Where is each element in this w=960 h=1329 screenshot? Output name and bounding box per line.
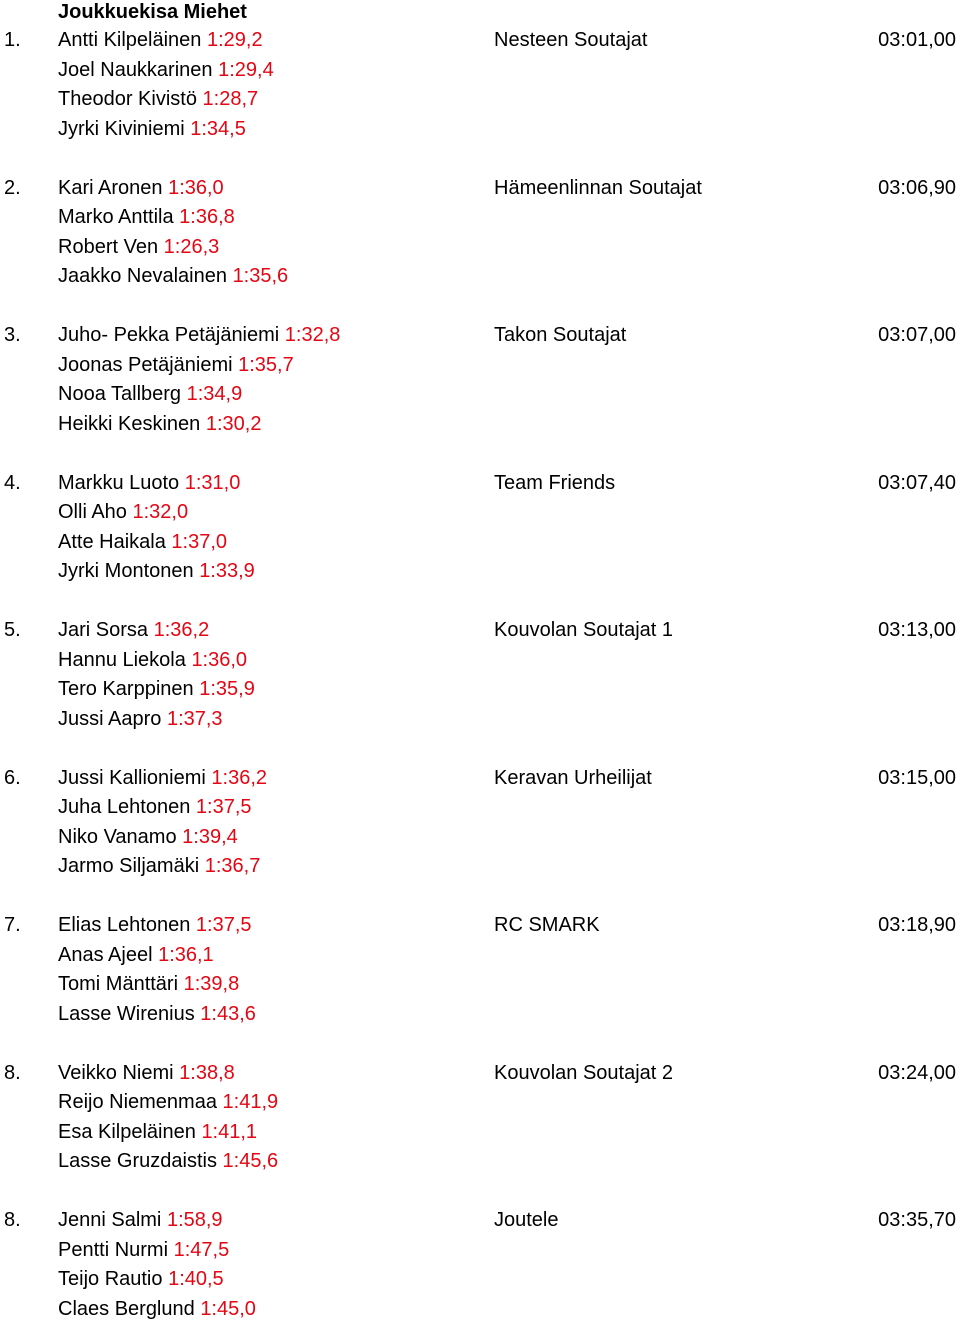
member-name: Jussi Aapro [58,707,162,730]
member-time: 1:31,0 [184,471,241,494]
team-entry [0,1059,960,1179]
member-name: Claes Berglund [58,1297,195,1320]
team-total-time: 03:35,70 [878,1209,956,1231]
team-total-time: 03:07,00 [878,324,956,346]
member-name: Lasse Wirenius [58,1002,195,1025]
team-total-time: 03:15,00 [878,766,956,789]
team-total-time: 03:01,00 [878,29,956,51]
member-row [58,262,288,292]
member-row [58,26,274,56]
member-time: 1:30,2 [205,412,262,435]
member-row [58,321,340,351]
team-club: Joutele [494,1209,559,1231]
team-club: Keravan Urheilijat [494,766,652,789]
member-row [58,970,256,1000]
team-place: 6. [4,766,21,789]
team-total-time: 03:06,90 [878,176,956,199]
member-name: Jaakko Nevalainen [58,265,227,287]
team-entry [0,1206,960,1326]
member-name: Markku Luoto [58,471,180,494]
member-time: 1:45,6 [222,1150,279,1172]
team-place: 2. [4,176,21,199]
team-club: Kouvolan Soutajat 2 [494,1061,674,1084]
team-club: RC SMARK [494,914,600,936]
member-time: 1:36,1 [158,943,214,966]
member-name: Elias Lehtonen [58,914,191,936]
team-place: 8. [4,1209,21,1231]
member-row [58,1118,278,1148]
member-name: Antti Kilpeläinen [58,29,202,51]
member-name: Atte Haikala [58,530,166,553]
member-time: 1:45,0 [200,1297,256,1320]
member-name: Jarmo Siljamäki [58,855,200,877]
member-row [58,1000,256,1030]
member-row [58,56,274,86]
member-time: 1:29,2 [207,29,263,51]
member-name: Juha Lehtonen [58,796,191,818]
member-time: 1:28,7 [202,88,259,110]
team-members [58,1059,278,1177]
team-total-time: 03:13,00 [878,619,956,641]
member-row [58,941,256,971]
member-name: Niko Vanamo [58,825,177,848]
member-name: Theodor Kivistö [58,88,197,110]
member-time: 1:36,2 [211,766,268,789]
team-club: Hämeenlinnan Soutajat [494,176,702,199]
member-name: Pentti Nurmi [58,1238,169,1261]
team-club: Kouvolan Soutajat 1 [494,619,674,641]
member-row [58,1236,256,1266]
member-row [58,115,274,145]
team-total-time: 03:07,40 [878,471,956,494]
team-place: 4. [4,471,21,494]
member-time: 1:36,0 [168,176,224,199]
member-time: 1:29,4 [218,58,274,81]
member-name: Heikki Keskinen [58,412,201,435]
member-row [58,764,267,794]
member-name: Marko Anttila [58,206,174,228]
member-row [58,469,255,499]
team-total-time: 03:18,90 [878,914,956,936]
team-entry [0,911,960,1031]
member-time: 1:40,5 [168,1268,224,1290]
team-members [58,26,274,144]
team-members [58,469,255,587]
member-row [58,528,255,558]
member-row [58,616,255,646]
member-row [58,793,267,823]
team-club: Takon Soutajat [494,324,627,346]
member-time: 1:58,9 [166,1209,223,1231]
member-time: 1:32,0 [132,501,189,523]
member-row [58,646,255,676]
team-place: 3. [4,324,21,346]
member-time: 1:36,2 [153,619,210,641]
member-name: Jari Sorsa [58,619,149,641]
member-row [58,823,267,853]
team-place: 7. [4,914,21,936]
member-time: 1:35,6 [232,265,289,287]
member-row [58,852,267,882]
member-time: 1:33,9 [199,560,255,582]
member-row [58,233,288,263]
member-name: Jyrki Montonen [58,560,194,582]
member-row [58,1206,256,1236]
member-name: Jyrki Kiviniemi [58,117,185,140]
member-row [58,174,288,204]
member-time: 1:36,8 [179,206,235,228]
member-row [58,1265,256,1295]
member-row [58,498,255,528]
member-row [58,1059,278,1089]
member-row [58,557,255,587]
member-name: Olli Aho [58,501,127,523]
member-row [58,1147,278,1177]
member-name: Joonas Petäjäniemi [58,353,233,376]
member-name: Anas Ajeel [58,943,153,966]
member-time: 1:39,4 [182,825,238,848]
team-entry [0,321,960,441]
member-name: Reijo Niemenmaa [58,1091,217,1113]
member-row [58,1088,278,1118]
team-total-time: 03:24,00 [878,1061,956,1084]
team-members [58,911,256,1029]
team-entry [0,174,960,294]
member-time: 1:47,5 [173,1238,230,1261]
member-name: Nooa Tallberg [58,383,182,405]
team-entry [0,616,960,736]
member-name: Jenni Salmi [58,1209,162,1231]
member-row [58,705,255,735]
team-entry [0,469,960,589]
member-time: 1:41,1 [201,1120,258,1143]
member-time: 1:35,7 [238,353,294,376]
team-members [58,764,267,882]
member-name: Teijo Rautio [58,1268,163,1290]
results-title: Joukkuekisa Miehet [58,1,247,23]
member-time: 1:36,0 [191,648,248,671]
team-entry [0,764,960,884]
team-members [58,321,340,439]
team-members [58,616,255,734]
team-entry [0,26,960,146]
member-name: Kari Aronen [58,176,163,199]
member-row [58,675,255,705]
member-name: Hannu Liekola [58,648,186,671]
member-time: 1:32,8 [284,324,341,346]
member-time: 1:35,9 [199,678,255,700]
team-place: 8. [4,1061,21,1084]
team-members [58,1206,256,1324]
member-time: 1:34,9 [186,383,243,405]
member-row [58,351,340,381]
member-row [58,410,340,440]
member-time: 1:36,7 [204,855,261,877]
member-row [58,203,288,233]
member-time: 1:38,8 [179,1061,235,1084]
member-time: 1:39,8 [183,973,240,995]
team-club: Team Friends [494,471,616,494]
member-name: Joel Naukkarinen [58,58,213,81]
member-time: 1:41,9 [222,1091,279,1113]
member-name: Juho- Pekka Petäjäniemi [58,324,280,346]
member-name: Tomi Mänttäri [58,973,179,995]
team-place: 1. [4,29,21,51]
member-time: 1:37,5 [195,796,252,818]
member-name: Veikko Niemi [58,1061,174,1084]
member-time: 1:43,6 [200,1002,256,1025]
team-club: Nesteen Soutajat [494,29,648,51]
member-time: 1:37,3 [166,707,223,730]
member-time: 1:37,0 [171,530,228,553]
member-time: 1:26,3 [163,235,220,258]
member-row [58,85,274,115]
member-row [58,380,340,410]
member-row [58,911,256,941]
member-time: 1:37,5 [195,914,252,936]
member-name: Robert Ven [58,235,159,258]
member-name: Lasse Gruzdaistis [58,1150,217,1172]
team-place: 5. [4,619,21,641]
team-members [58,174,288,292]
member-name: Tero Karppinen [58,678,194,700]
member-name: Esa Kilpeläinen [58,1120,196,1143]
member-row [58,1295,256,1325]
member-name: Jussi Kallioniemi [58,766,206,789]
member-time: 1:34,5 [190,117,246,140]
